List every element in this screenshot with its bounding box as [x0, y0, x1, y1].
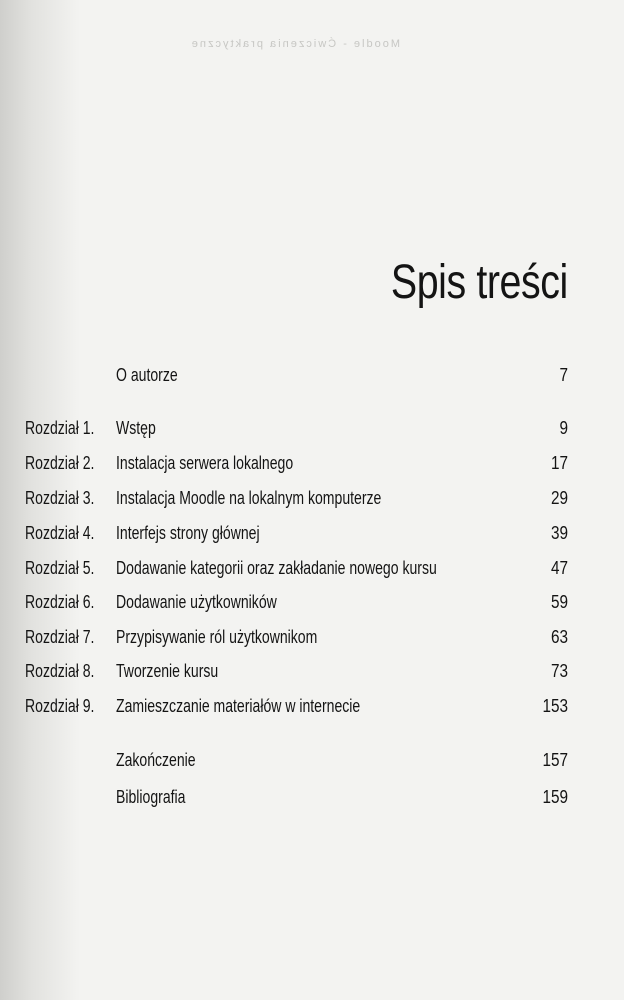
toc-entry-chapter-4 [0, 519, 624, 547]
toc-chapter-number: Rozdział 7. [25, 627, 95, 647]
toc-entry-label: O autorze [116, 365, 178, 385]
toc-entry-page: 39 [550, 523, 568, 543]
toc-chapter-number: Rozdział 2. [25, 453, 95, 473]
toc-entry-zakonczenie [0, 746, 624, 774]
toc-entry-label: Wstęp [116, 418, 156, 438]
toc-entry-label: Dodawanie kategorii oraz zakładanie nowego kursu [116, 558, 437, 578]
page-title: Spis treści [390, 256, 568, 309]
toc-entry-chapter-9 [0, 692, 624, 720]
toc-entry-label: Zamieszczanie materiałów w internecie [116, 696, 361, 716]
toc-chapter-number: Rozdział 1. [25, 418, 95, 438]
toc-entry-page: 9 [559, 418, 568, 438]
toc-entry-chapter-3 [0, 484, 624, 512]
toc-entry-label: Instalacja Moodle na lokalnym komputerze [116, 488, 382, 508]
toc-entry-page: 157 [542, 750, 568, 770]
toc-entry-label: Interfejs strony głównej [116, 523, 260, 543]
toc-entry-page: 59 [550, 592, 568, 612]
toc-entry-chapter-7 [0, 623, 624, 651]
toc-entry-page: 47 [550, 558, 568, 578]
toc-entry-chapter-5 [0, 554, 624, 582]
toc-entry-label: Przypisywanie ról użytkownikom [116, 627, 318, 647]
show-through-header: Moodle - Ćwiczenia praktyczne [189, 38, 400, 50]
toc-entry-chapter-2 [0, 449, 624, 477]
toc-entry-label: Instalacja serwera lokalnego [116, 453, 294, 473]
toc-chapter-number: Rozdział 6. [25, 592, 95, 612]
toc-entry-page: 73 [550, 661, 568, 681]
toc-chapter-number: Rozdział 9. [25, 696, 95, 716]
toc-entry-page: 7 [559, 365, 568, 385]
toc-entry-page: 29 [550, 488, 568, 508]
toc-entry-page: 159 [542, 787, 568, 807]
toc-entry-bibliografia [0, 783, 624, 811]
toc-entry-page: 17 [550, 453, 568, 473]
toc-entry-chapter-6 [0, 588, 624, 616]
toc-entry-label: Bibliografia [116, 787, 186, 807]
toc-chapter-number: Rozdział 8. [25, 661, 95, 681]
toc-entry-page: 63 [550, 627, 568, 647]
toc-entry-label: Zakończenie [116, 750, 196, 770]
toc-chapter-number: Rozdział 5. [25, 558, 95, 578]
toc-entry-o-autorze [0, 361, 624, 389]
toc-entry-label: Dodawanie użytkowników [116, 592, 277, 612]
toc-chapter-number: Rozdział 4. [25, 523, 95, 543]
toc-entry-label: Tworzenie kursu [116, 661, 219, 681]
toc-entry-chapter-8 [0, 657, 624, 685]
toc-entry-chapter-1 [0, 414, 624, 442]
toc-chapter-number: Rozdział 3. [25, 488, 95, 508]
toc-entry-page: 153 [542, 696, 568, 716]
